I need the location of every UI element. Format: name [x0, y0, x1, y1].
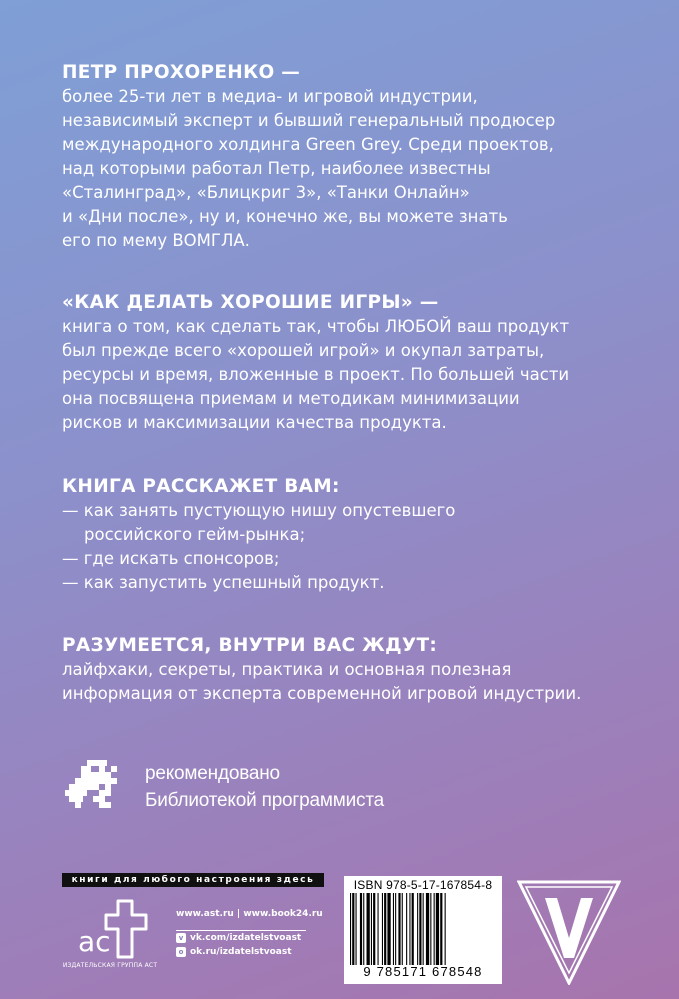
ean-text: 9 785171 678548 — [363, 964, 483, 979]
book-section — [62, 291, 642, 435]
book-heading: «КАК ДЕЛАТЬ ХОРОШИЕ ИГРЫ» — — [62, 292, 439, 313]
vk-row — [176, 931, 323, 945]
author-line: международного холдинга Green Grey. Среди проектов, — [62, 135, 554, 154]
list-item: — где искать спонсоров; — [62, 549, 280, 568]
recommendation-text — [145, 760, 384, 814]
links-divider — [176, 930, 306, 931]
inside-section — [62, 634, 642, 706]
vk-link[interactable]: vk.com/izdatelstvoast — [190, 933, 302, 943]
book-line: был прежде всего «хорошей игрой» и окупал затраты, — [62, 341, 545, 360]
ok-row — [176, 945, 323, 959]
author-line: и «Дни после», ну и, конечно же, вы можете знать — [62, 207, 508, 226]
book-line: рисков и максимизации качества продукта. — [62, 413, 447, 432]
list-item: — как запустить успешный продукт. — [62, 573, 385, 592]
tells-heading: КНИГА РАССКАЖЕТ ВАМ: — [62, 476, 340, 497]
publisher-links — [176, 907, 323, 959]
recommendation-line1: рекомендовано — [145, 763, 280, 784]
tells-list — [62, 499, 642, 595]
book-line: ресурсы и время, вложенные в проект. По большей части — [62, 365, 570, 384]
ast-logo-text: ас — [78, 925, 111, 958]
vk-icon: v — [176, 933, 186, 943]
book-text — [62, 315, 642, 435]
barcode-box — [344, 876, 502, 984]
v-publisher-logo-icon — [517, 880, 621, 985]
inside-text — [62, 658, 642, 706]
ok-link[interactable]: ok.ru/izdatelstvoast — [190, 947, 292, 957]
list-item: российского гейм-рынка; — [84, 525, 306, 544]
sites-row — [176, 907, 323, 921]
author-text — [62, 85, 642, 253]
sites-link[interactable]: www.ast.ru | www.book24.ru — [176, 909, 323, 919]
author-heading: ПЕТР ПРОХОРЕНКО — — [62, 62, 301, 83]
author-line: более 25-ти лет в медиа- и игровой индустрии, — [62, 87, 478, 106]
author-section — [62, 61, 642, 253]
author-line: его по мему ВОМГЛА. — [62, 231, 250, 250]
publisher-name: ИЗДАТЕЛЬСКАЯ ГРУППА АСТ — [62, 962, 158, 969]
slogan-strip: книги для любого настроения здесь — [62, 873, 324, 887]
author-line: независимый эксперт и бывший генеральный продюсер — [62, 111, 556, 130]
tells-section — [62, 475, 642, 595]
ok-icon: o — [176, 947, 186, 957]
barcode-bars — [350, 893, 496, 965]
book-line: книга о том, как сделать так, чтобы ЛЮБОЙ ваш продукт — [62, 317, 570, 336]
inside-line: информация от эксперта современной игровой индустрии. — [62, 684, 582, 703]
inside-heading: РАЗУМЕЕТСЯ, ВНУТРИ ВАС ЖДУТ: — [62, 635, 438, 656]
isbn-text: ISBN 978-5-17-167854-8 — [353, 878, 493, 892]
author-line: над которыми работал Петр, наиболее известны — [62, 159, 491, 178]
book-line: она посвящена приемам и методикам минимизации — [62, 389, 520, 408]
author-line: «Сталинград», «Блицкриг 3», «Танки Онлайн» — [62, 183, 470, 202]
inside-line: лайфхаки, секреты, практика и основная полезная — [62, 660, 512, 679]
recommendation-line2: Библиотекой программиста — [145, 790, 384, 811]
ast-logo-icon — [60, 893, 160, 983]
list-item: — как занять пустующую нишу опустевшего — [62, 501, 456, 520]
pixel-creature-icon — [65, 760, 125, 812]
